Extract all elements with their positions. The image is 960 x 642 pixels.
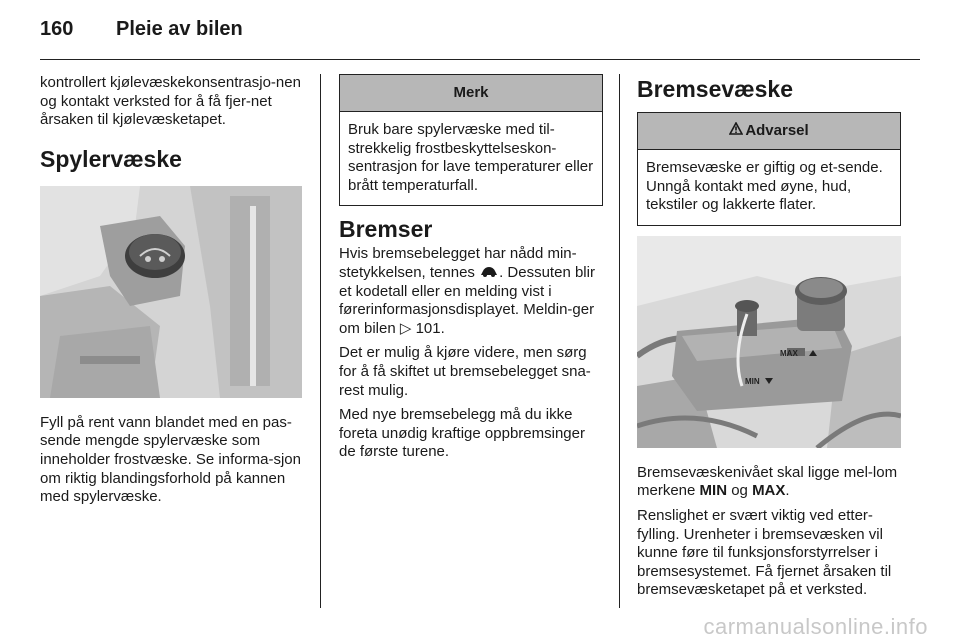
page-title: Pleie av bilen — [116, 18, 243, 40]
warning-text: Bremsevæske er giftig og et-sende. Unngå kontakt med øyne, hud, tekstiler og lakkerte flater. — [646, 159, 883, 214]
note-title: Merk — [340, 75, 602, 112]
brake-fluid-reservoir-image — [637, 236, 901, 448]
min-keyword: MIN — [699, 482, 728, 500]
brake-fluid-p1-start: Bremsevæskenivået skal ligge mel-lom merkene — [637, 463, 898, 500]
washer-fluid-paragraph: Fyll på rent vann blandet med en pas-sende mengde spylervæske som inneholder frostvæske. Se informa-sjon om riktig blandingsforhold på kannen med spylervæske. — [40, 413, 301, 506]
brakes-p1-middle: . Dessuten blir et kodetall eller en melding vist i førerinformasjonsdisplayet. Meldin-ger om bilen — [339, 263, 595, 337]
column-2 — [339, 74, 603, 468]
intro-paragraph: kontrollert kjølevæskekonsentrasjo-nen og kontakt verksted for å få fjer-net årsaken til kjølevæsketapet. — [40, 74, 301, 129]
brake-fluid-p1-og: og — [727, 482, 753, 500]
max-keyword: MAX — [752, 482, 786, 500]
warning-box — [637, 112, 901, 226]
note-box — [339, 74, 603, 206]
page-number: 160 — [40, 18, 74, 40]
washer-fluid-reservoir-image — [40, 186, 302, 398]
min-mark-label: MIN — [745, 376, 760, 386]
warning-header — [638, 113, 900, 150]
brake-fluid-paragraph-1 — [637, 464, 901, 501]
warning-triangle-icon — [729, 113, 743, 149]
column-divider-2 — [619, 74, 620, 608]
brakes-p1-reference: 101. — [415, 319, 445, 337]
note-text: Bruk bare spylervæske med til-strekkelig frostbeskyttelseskon-sentrasjon for lave temperaturer eller brått temperaturfall. — [348, 121, 594, 194]
max-mark-label: MAX — [780, 348, 798, 358]
brake-fluid-p1-end: . — [785, 482, 790, 500]
column-divider-1 — [320, 74, 321, 608]
header-divider — [40, 59, 920, 60]
section-heading-spylervaeske: Spylervæske — [40, 145, 182, 172]
brake-pad-warning-icon — [479, 264, 499, 283]
brakes-paragraph-1 — [339, 245, 603, 338]
section-heading-bremsevaeske: Bremsevæske — [637, 76, 794, 102]
column-3 — [637, 74, 901, 606]
column-1 — [40, 74, 302, 513]
brakes-p1-start: Hvis bremsebelegget har nådd min-stetykkelsen, tennes — [339, 245, 577, 281]
brakes-paragraph-2: Det er mulig å kjøre videre, men sørg for å få skiftet ut bremsebelegget sna-rest mulig. — [339, 344, 591, 399]
brakes-paragraph-3: Med nye bremsebelegg må du ikke foreta unødig kraftige oppbremsinger de første turene. — [339, 406, 585, 461]
brake-fluid-paragraph-2: Renslighet er svært viktig ved etter-fylling. Urenheter i bremsevæsken vil kunne føre til funksjonsforstyrrelser i bremsesystemet. Få fjernet årsaken til bremsevæsketapet på et verksted. — [637, 506, 892, 599]
section-heading-bremser: Bremser — [339, 216, 433, 243]
page-header — [40, 18, 243, 48]
page-reference-icon: ▷ — [399, 319, 416, 337]
watermark: carmanualsonline.info — [703, 614, 928, 639]
warning-title: Advarsel — [745, 122, 809, 139]
